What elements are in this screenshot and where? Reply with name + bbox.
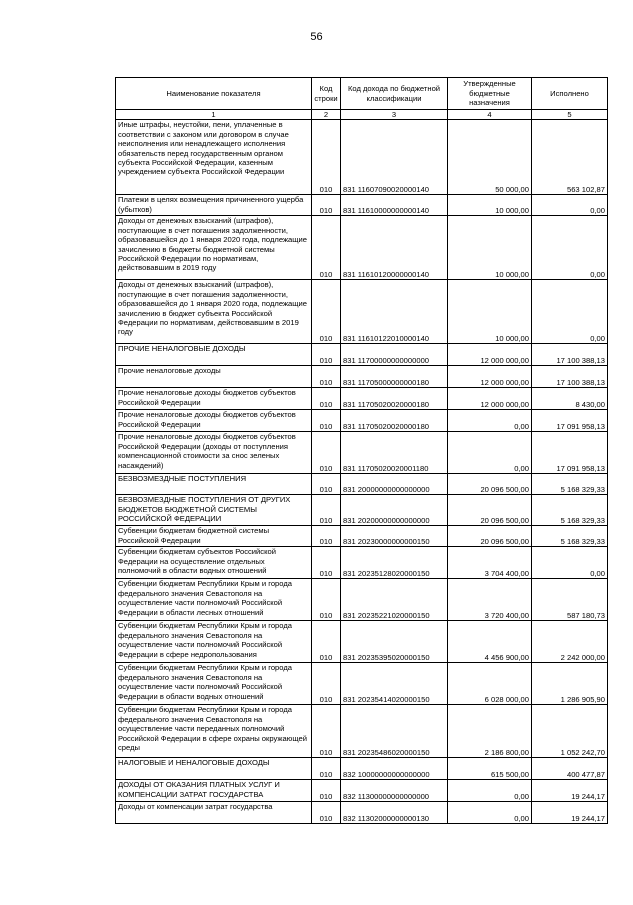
- row-executed: 17 091 958,13: [532, 432, 608, 474]
- row-code: 010: [312, 216, 341, 280]
- row-approved: 6 028 000,00: [448, 663, 532, 705]
- row-executed: 400 477,87: [532, 758, 608, 780]
- column-number-row: [116, 110, 608, 120]
- row-name: Прочие неналоговые доходы бюджетов субъектов Российской Федерации: [116, 410, 312, 432]
- table-row: [116, 410, 608, 432]
- row-executed: 587 180,73: [532, 579, 608, 621]
- row-approved: 3 720 400,00: [448, 579, 532, 621]
- row-approved: 10 000,00: [448, 195, 532, 216]
- row-executed: 19 244,17: [532, 802, 608, 824]
- row-classification: 831 20230000000000150: [341, 526, 448, 547]
- row-name: Доходы от компенсации затрат государства: [116, 802, 312, 824]
- row-executed: 0,00: [532, 547, 608, 579]
- table-row: [116, 579, 608, 621]
- header-executed: Исполнено: [532, 78, 608, 110]
- row-approved: 12 000 000,00: [448, 366, 532, 388]
- row-classification: 832 11300000000000000: [341, 780, 448, 802]
- row-name: Субвенции бюджетам Республики Крым и города федерального значения Севастополя на осуществление части переданных полномочий Российской Федерации в сфере охраны окружающей среды: [116, 705, 312, 758]
- table-row: [116, 621, 608, 663]
- row-approved: 20 096 500,00: [448, 495, 532, 526]
- row-executed: 17 100 388,13: [532, 344, 608, 366]
- row-name: ПРОЧИЕ НЕНАЛОГОВЫЕ ДОХОДЫ: [116, 344, 312, 366]
- row-code: 010: [312, 388, 341, 410]
- row-classification: 831 11705000000000180: [341, 366, 448, 388]
- row-classification: 831 20235221020000150: [341, 579, 448, 621]
- row-classification: 831 11700000000000000: [341, 344, 448, 366]
- row-code: 010: [312, 780, 341, 802]
- row-classification: 831 20235395020000150: [341, 621, 448, 663]
- table-row: [116, 366, 608, 388]
- row-name: БЕЗВОЗМЕЗДНЫЕ ПОСТУПЛЕНИЯ: [116, 474, 312, 495]
- row-name: БЕЗВОЗМЕЗДНЫЕ ПОСТУПЛЕНИЯ ОТ ДРУГИХ БЮДЖЕТОВ БЮДЖЕТНОЙ СИСТЕМЫ РОССИЙСКОЙ ФЕДЕРАЦИИ: [116, 495, 312, 526]
- row-code: 010: [312, 344, 341, 366]
- table-row: [116, 388, 608, 410]
- column-number: 4: [448, 110, 532, 120]
- row-executed: 17 100 388,13: [532, 366, 608, 388]
- row-classification: 831 20000000000000000: [341, 474, 448, 495]
- table-row: [116, 474, 608, 495]
- row-executed: 563 102,87: [532, 120, 608, 195]
- row-approved: 20 096 500,00: [448, 526, 532, 547]
- table-row: [116, 780, 608, 802]
- table-row: [116, 547, 608, 579]
- row-name: Субвенции бюджетам Республики Крым и города федерального значения Севастополя на осуществление части полномочий Российской Федерации в области лесных отношений: [116, 579, 312, 621]
- column-number: 5: [532, 110, 608, 120]
- table-row: [116, 216, 608, 280]
- table-row: [116, 195, 608, 216]
- page-number: 56: [310, 31, 323, 43]
- row-classification: 831 20235414020000150: [341, 663, 448, 705]
- row-code: 010: [312, 547, 341, 579]
- row-approved: 12 000 000,00: [448, 344, 532, 366]
- row-name: Прочие неналоговые доходы бюджетов субъектов Российской Федерации (доходы от поступления компенсационной стоимости за снос зеленых насаждений): [116, 432, 312, 474]
- row-code: 010: [312, 802, 341, 824]
- row-code: 010: [312, 474, 341, 495]
- row-approved: 0,00: [448, 410, 532, 432]
- row-executed: 1 286 905,90: [532, 663, 608, 705]
- row-name: НАЛОГОВЫЕ И НЕНАЛОГОВЫЕ ДОХОДЫ: [116, 758, 312, 780]
- revenue-report-table: [115, 77, 608, 824]
- row-executed: 5 168 329,33: [532, 495, 608, 526]
- row-classification: 831 11607090020000140: [341, 120, 448, 195]
- column-number: 3: [341, 110, 448, 120]
- row-executed: 5 168 329,33: [532, 474, 608, 495]
- row-approved: 12 000 000,00: [448, 388, 532, 410]
- row-executed: 0,00: [532, 280, 608, 344]
- row-approved: 20 096 500,00: [448, 474, 532, 495]
- row-executed: 1 052 242,70: [532, 705, 608, 758]
- row-executed: 0,00: [532, 195, 608, 216]
- row-code: 010: [312, 621, 341, 663]
- row-name: Прочие неналоговые доходы бюджетов субъектов Российской Федерации: [116, 388, 312, 410]
- row-executed: 2 242 000,00: [532, 621, 608, 663]
- row-code: 010: [312, 579, 341, 621]
- column-number: 1: [116, 110, 312, 120]
- table-row: [116, 120, 608, 195]
- column-number: 2: [312, 110, 341, 120]
- row-name: Платежи в целях возмещения причиненного ущерба (убытков): [116, 195, 312, 216]
- table-row: [116, 802, 608, 824]
- row-name: Прочие неналоговые доходы: [116, 366, 312, 388]
- header-name: Наименование показателя: [116, 78, 312, 110]
- row-classification: 831 20235486020000150: [341, 705, 448, 758]
- row-name: Доходы от денежных взысканий (штрафов), поступающие в счет погашения задолженности, образовавшейся до 1 января 2020 года, подлежащие зачислению в бюджеты бюджетной системы Российской Федерации по нормативам, действовавшим в 2019 году: [116, 216, 312, 280]
- row-classification: 831 11705020020000180: [341, 410, 448, 432]
- row-name: Доходы от денежных взысканий (штрафов), поступающие в счет погашения задолженности, образовавшейся до 1 января 2020 года, подлежащие зачислению в бюджет субъекта Российской Федерации по нормативам, действовавшим в 2019 году: [116, 280, 312, 344]
- row-classification: 831 11610120000000140: [341, 216, 448, 280]
- header-row: [116, 78, 608, 110]
- row-name: Субвенции бюджетам Республики Крым и города федерального значения Севастополя на осуществление части полномочий Российской Федерации в области водных отношений: [116, 663, 312, 705]
- row-code: 010: [312, 495, 341, 526]
- table-row: [116, 344, 608, 366]
- row-classification: 831 11610122010000140: [341, 280, 448, 344]
- row-executed: 0,00: [532, 216, 608, 280]
- row-executed: 8 430,00: [532, 388, 608, 410]
- row-approved: 10 000,00: [448, 280, 532, 344]
- row-code: 010: [312, 526, 341, 547]
- row-name: ДОХОДЫ ОТ ОКАЗАНИЯ ПЛАТНЫХ УСЛУГ И КОМПЕНСАЦИИ ЗАТРАТ ГОСУДАРСТВА: [116, 780, 312, 802]
- row-code: 010: [312, 705, 341, 758]
- row-classification: 831 11705020020000180: [341, 388, 448, 410]
- row-code: 010: [312, 280, 341, 344]
- row-approved: 0,00: [448, 432, 532, 474]
- row-approved: 50 000,00: [448, 120, 532, 195]
- row-code: 010: [312, 120, 341, 195]
- table-row: [116, 432, 608, 474]
- row-name: Субвенции бюджетам субъектов Российской Федерации на осуществление отдельных полномочий в области водных отношений: [116, 547, 312, 579]
- row-classification: 831 20235128020000150: [341, 547, 448, 579]
- row-code: 010: [312, 410, 341, 432]
- row-classification: 832 10000000000000000: [341, 758, 448, 780]
- row-code: 010: [312, 432, 341, 474]
- header-approved: Утвержденные бюджетные назначения: [448, 78, 532, 110]
- header-classification: Код дохода по бюджетной классификации: [341, 78, 448, 110]
- row-approved: 10 000,00: [448, 216, 532, 280]
- row-code: 010: [312, 663, 341, 705]
- row-name: Субвенции бюджетам бюджетной системы Российской Федерации: [116, 526, 312, 547]
- table-row: [116, 495, 608, 526]
- row-executed: 19 244,17: [532, 780, 608, 802]
- row-name: Иные штрафы, неустойки, пени, уплаченные в соответствии с законом или договором в случае неисполнения или ненадлежащего исполнения обязательств перед государственным органом субъекта Российской Федерации, казенным учреждением субъекта Российской Федерации: [116, 120, 312, 195]
- row-classification: 831 20200000000000000: [341, 495, 448, 526]
- row-approved: 0,00: [448, 780, 532, 802]
- row-approved: 615 500,00: [448, 758, 532, 780]
- row-approved: 4 456 900,00: [448, 621, 532, 663]
- row-name: Субвенции бюджетам Республики Крым и города федерального значения Севастополя на осуществление части полномочий Российской Федерации в сфере недропользования: [116, 621, 312, 663]
- row-code: 010: [312, 758, 341, 780]
- row-classification: 832 11302000000000130: [341, 802, 448, 824]
- table-row: [116, 526, 608, 547]
- row-executed: 17 091 958,13: [532, 410, 608, 432]
- row-code: 010: [312, 195, 341, 216]
- table-row: [116, 705, 608, 758]
- table-row: [116, 280, 608, 344]
- row-classification: 831 11705020020001180: [341, 432, 448, 474]
- row-code: 010: [312, 366, 341, 388]
- row-approved: 2 186 800,00: [448, 705, 532, 758]
- table-row: [116, 663, 608, 705]
- row-classification: 831 11610000000000140: [341, 195, 448, 216]
- header-code: Код строки: [312, 78, 341, 110]
- row-approved: 3 704 400,00: [448, 547, 532, 579]
- table-row: [116, 758, 608, 780]
- row-approved: 0,00: [448, 802, 532, 824]
- row-executed: 5 168 329,33: [532, 526, 608, 547]
